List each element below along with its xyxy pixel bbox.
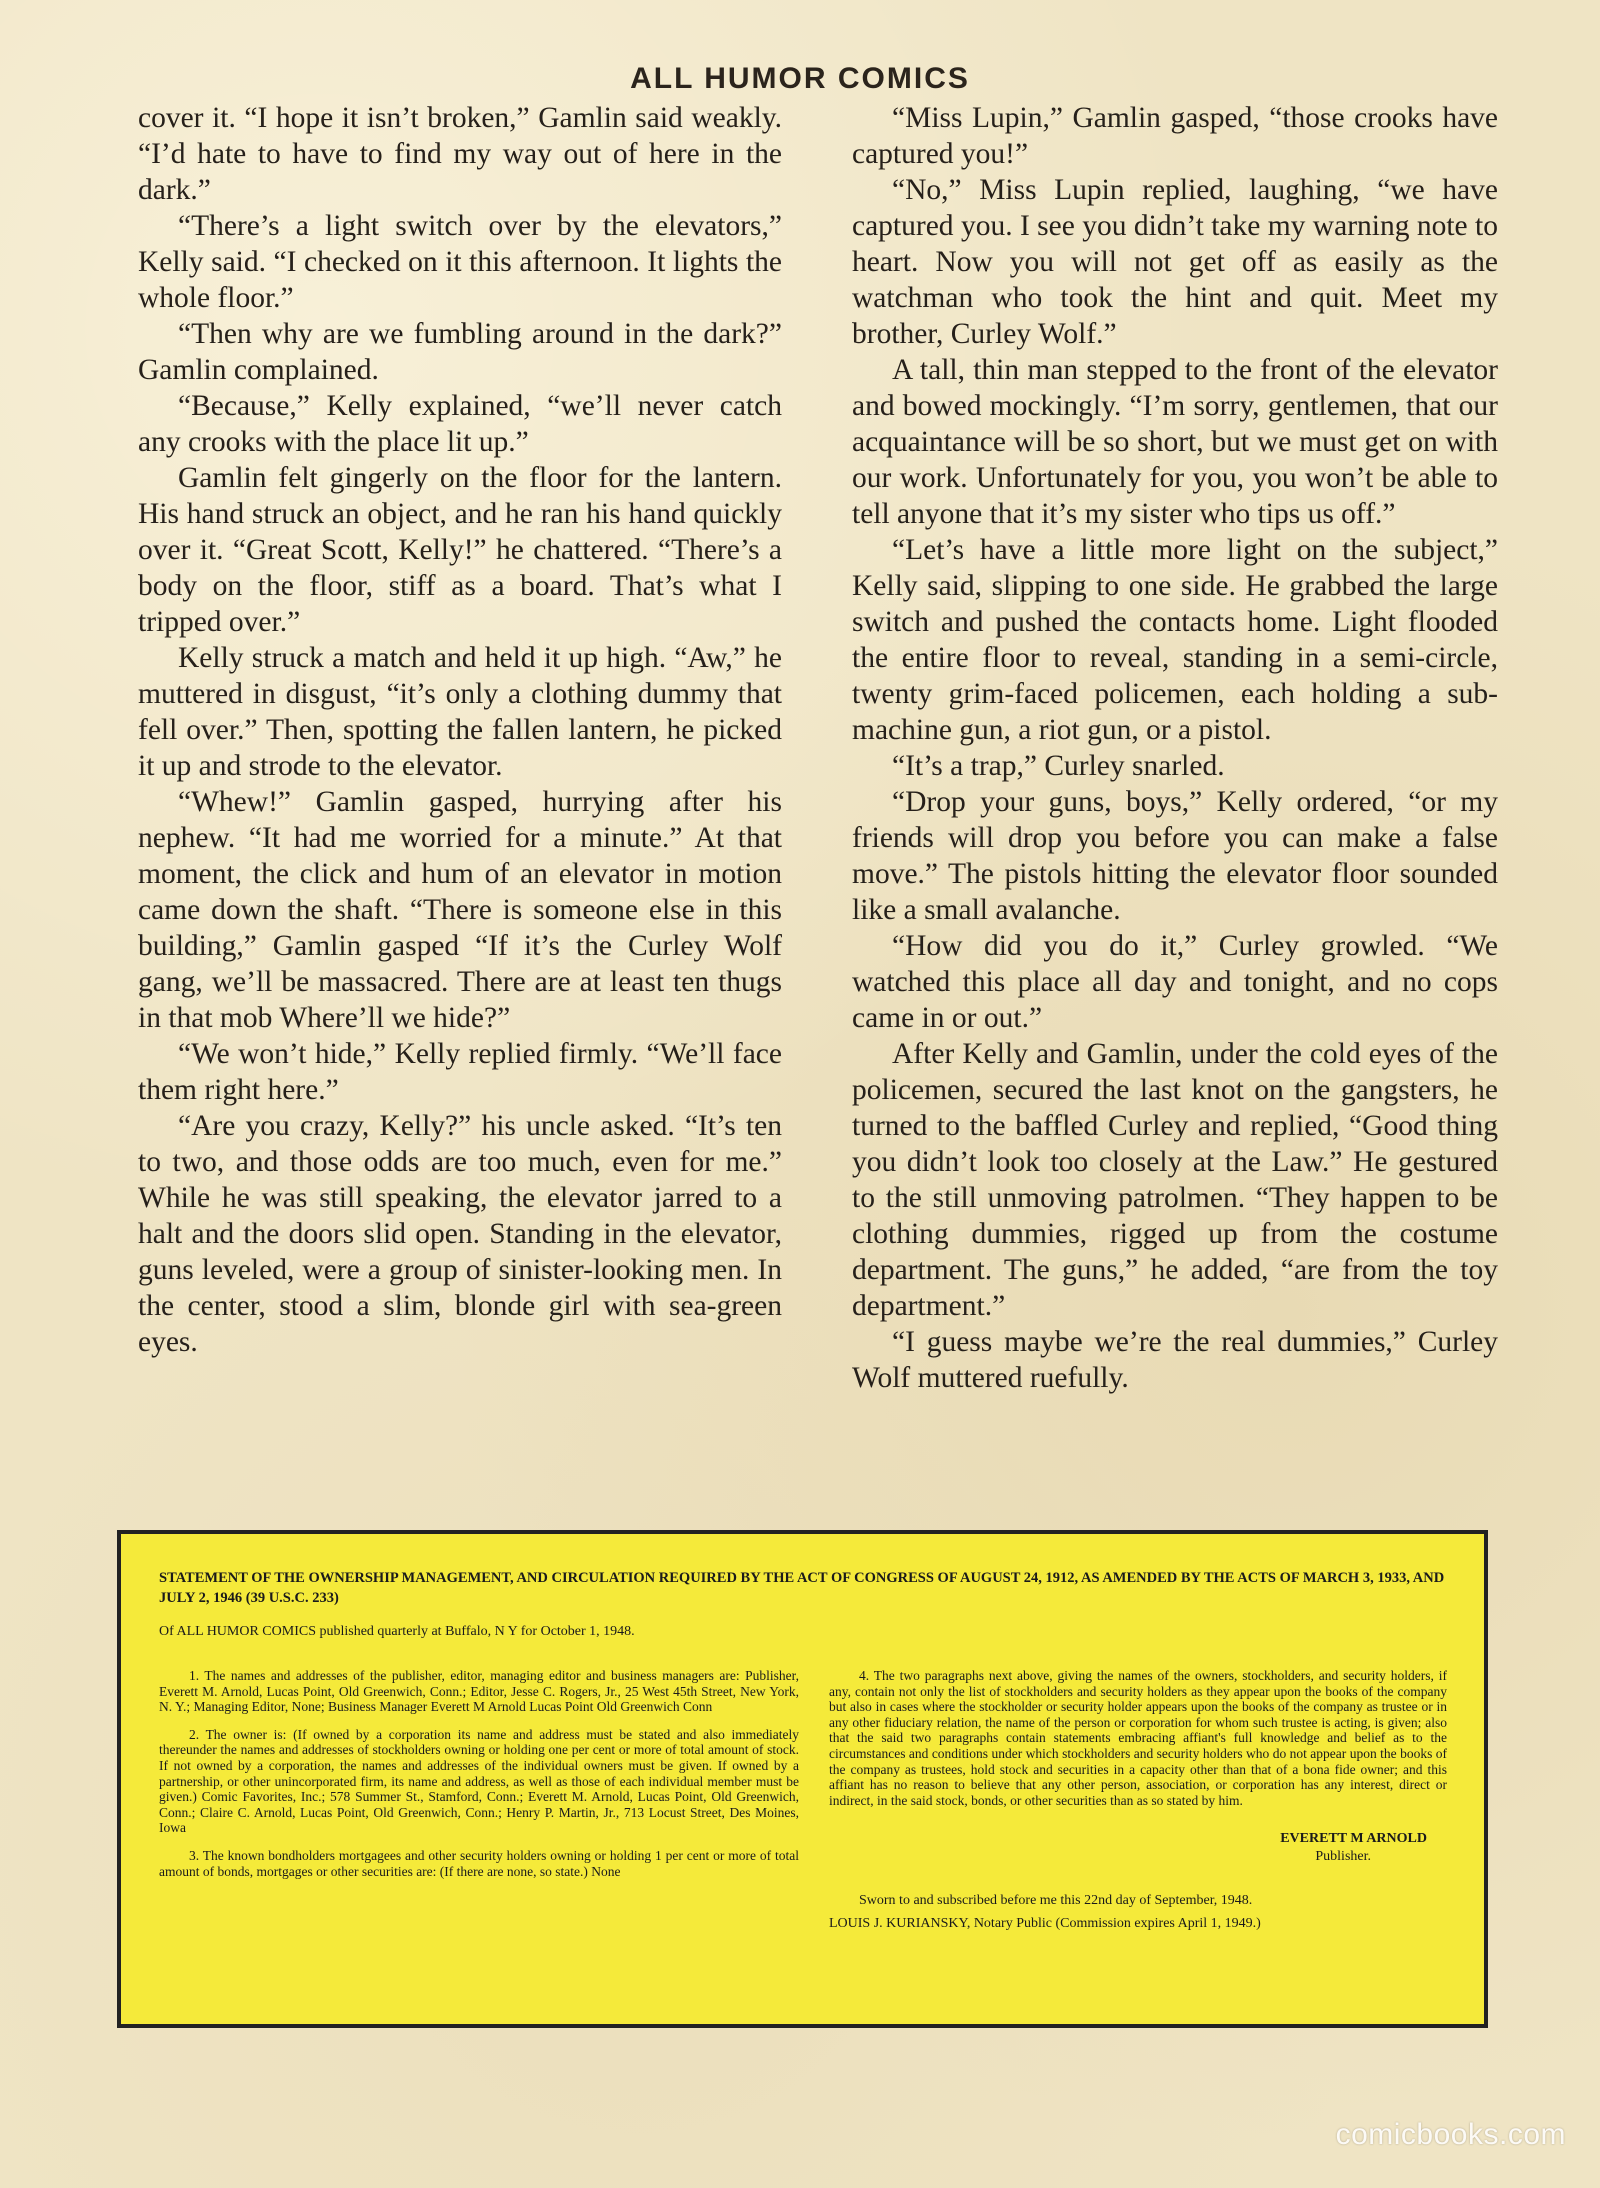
story-paragraph: A tall, thin man stepped to the front of the elevator and bowed mockingly. “I’m sorry, gentlemen, that our acquaintance will be so short, but we must get on with our work. Unfortunately for you, you won’t be able to tell anyone that it’s my sister who tips us off.” (852, 354, 1498, 530)
story-paragraph: “No,” Miss Lupin replied, laughing, “we have captured you. I see you didn’t take my warning note to heart. Now you will not get off as easily as the watchman who took the hint and quit. Meet my brother, Curley Wolf.” (852, 174, 1498, 350)
statement-right-column (829, 1668, 1447, 1934)
story-paragraph: Kelly struck a match and held it up high. “Aw,” he muttered in disgust, “it’s only a clothing dummy that fell over.” Then, spotting the fallen lantern, he picked it up and strode to the elevator. (138, 642, 782, 782)
story-paragraph: After Kelly and Gamlin, under the cold eyes of the policemen, secured the last knot on the gangsters, he turned to the baffled Curley and replied, “Good thing you didn’t look too closely at the Law.” He gestured to the still unmoving patrolmen. “They happen to be clothing dummies, rigged up from the costume department. The guns,” he added, “are from the toy department.” (852, 1038, 1498, 1322)
story-paragraph: “There’s a light switch over by the elevators,” Kelly said. “I checked on it this afternoon. It lights the whole floor.” (138, 210, 782, 314)
statement-publication-line: Of ALL HUMOR COMICS published quarterly at Buffalo, N Y for October 1, 1948. (159, 1624, 635, 1639)
story-right-column (852, 100, 1498, 1396)
site-watermark: comicbooks.com (1335, 2118, 1566, 2151)
publisher-title: Publisher. (1315, 1849, 1371, 1865)
statement-heading: STATEMENT OF THE OWNERSHIP MANAGEMENT, AND CIRCULATION REQUIRED BY THE ACT OF CONGRESS OF AUGUST 24, 1912, AS AMENDED BY THE ACTS OF MARCH 3, 1933, AND JULY 2, 1946 (39 U.S.C. 233) (159, 1570, 1445, 1606)
story-paragraph: “Are you crazy, Kelly?” his uncle asked. “It’s ten to two, and those odds are too much, even for me.” While he was still speaking, the elevator jarred to a halt and the doors slid open. Standing in the elevator, guns leveled, were a group of sinister-looking men. In the center, stood a slim, blonde girl with sea-green eyes. (138, 1110, 782, 1358)
story-paragraph: “It’s a trap,” Curley snarled. (892, 750, 1225, 782)
statement-paragraph: 4. The two paragraphs next above, giving the names of the owners, stockholders, and security holders, if any, contain not only the list of stockholders and security holders as they appear upon the books of the company but also in cases where the stockholder or security holder appears upon the books of the company as trustee or in any other fiduciary relation, the name of the person or corporation for whom such trustee is acting, is given; also that the said two paragraphs contain statements embracing affiant's full knowledge and belief as to the circumstances and conditions under which stockholders and security holders who do not appear upon the books of the company as trustees, hold stock and securities in a capacity other than that of a bona fide owner; and this affiant has no reason to believe that any other person, association, or corporation has any interest, direct or indirect, in the said stock, bonds, or other securities than as so stated by him. (829, 1668, 1447, 1808)
story-paragraph: “Let’s have a little more light on the subject,” Kelly said, slipping to one side. He grabbed the large switch and pushed the contacts home. Light flooded the entire floor to reveal, standing in a semi-circle, twenty grim-faced policemen, each holding a sub-machine gun, a riot gun, or a pistol. (852, 534, 1498, 746)
statement-paragraph: 2. The owner is: (If owned by a corporation its name and address must be stated and also immediately thereunder the names and addresses of stockholders owning or holding one per cent or more of total amount of stock. If not owned by a corporation, the names and addresses of the individual owners must be given. If owned by a partnership, or other unincorporated firm, its name and address, as well as those of each individual member must be given.) Comic Favorites, Inc.; 578 Summer St., Stamford, Conn.; Everett M. Arnold, Lucas Point, Old Greenwich, Conn.; Claire C. Arnold, Lucas Point, Old Greenwich, Conn.; Henry P. Martin, Jr., 713 Locust Street, Des Moines, Iowa (159, 1726, 799, 1836)
story-paragraph: “I guess maybe we’re the real dummies,” Curley Wolf muttered ruefully. (852, 1326, 1498, 1394)
story-paragraph: “Whew!” Gamlin gasped, hurrying after his nephew. “It had me worried for a minute.” At that moment, the click and hum of an elevator in motion came down the shaft. “There is someone else in this building,” Gamlin gasped “If it’s the Curley Wolf gang, we’ll be massacred. There are at least ten thugs in that mob Where’ll we hide?” (138, 786, 782, 1034)
statement-left-column (159, 1668, 799, 1891)
story-paragraph: Gamlin felt gingerly on the floor for the lantern. His hand struck an object, and he ran his hand quickly over it. “Great Scott, Kelly!” he chattered. “There’s a body on the floor, stiff as a board. That’s what I tripped over.” (138, 462, 782, 638)
sworn-statement: Sworn to and subscribed before me this 22nd day of September, 1948. (859, 1893, 1253, 1909)
statement-paragraph: 1. The names and addresses of the publisher, editor, managing editor and business managers are: Publisher, Everett M. Arnold, Lucas Point, Old Greenwich, Conn.; Editor, Jesse C. Rogers, Jr., 25 West 45th Street, New York, N. Y.; Managing Editor, None; Business Manager Everett M Arnold Lucas Point Old Greenwich Conn (159, 1668, 799, 1715)
story-paragraph: “Drop your guns, boys,” Kelly ordered, “or my friends will drop you before you can make a false move.” The pistols hitting the elevator floor sounded like a small avalanche. (852, 786, 1498, 926)
story-paragraph: “How did you do it,” Curley growled. “We watched this place all day and tonight, and no cops came in or out.” (852, 930, 1498, 1034)
story-paragraph: “Because,” Kelly explained, “we’ll never catch any crooks with the place lit up.” (138, 390, 782, 458)
story-left-column (138, 100, 782, 1360)
page-header-title: ALL HUMOR COMICS (630, 62, 970, 95)
notary-line: LOUIS J. KURIANSKY, Notary Public (Commission expires April 1, 1949.) (829, 1916, 1261, 1932)
story-paragraph: cover it. “I hope it isn’t broken,” Gamlin said weakly. “I’d hate to have to find my way out of here in the dark.” (138, 102, 782, 206)
story-paragraph: “Then why are we fumbling around in the dark?” Gamlin complained. (138, 318, 782, 386)
ownership-statement-box (117, 1530, 1488, 2028)
story-paragraph: “Miss Lupin,” Gamlin gasped, “those crooks have captured you!” (852, 102, 1498, 170)
publisher-signature: EVERETT M ARNOLD (1280, 1831, 1427, 1847)
statement-paragraph: 3. The known bondholders mortgagees and other security holders owning or holding 1 per cent or more of total amount of bonds, mortgages or other securities are: (If there are none, so state.) None (159, 1847, 799, 1879)
story-paragraph: “We won’t hide,” Kelly replied firmly. “We’ll face them right here.” (138, 1038, 782, 1106)
